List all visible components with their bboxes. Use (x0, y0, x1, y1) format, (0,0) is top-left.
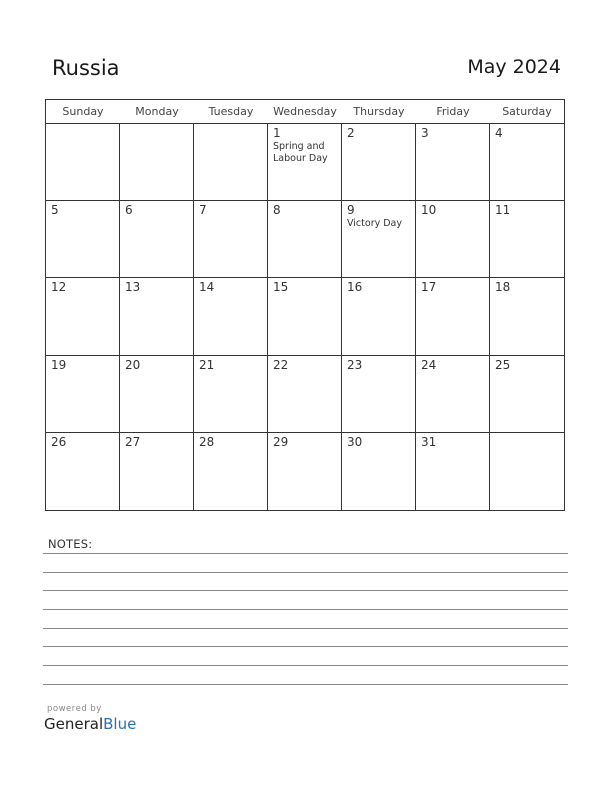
day-number: 22 (273, 357, 289, 372)
brand-blue-text: Blue (103, 715, 137, 733)
day-number: 19 (51, 357, 67, 372)
notes-line (43, 628, 568, 629)
day-number: 21 (199, 357, 215, 372)
holiday-label: Spring and Labour Day (273, 141, 328, 164)
day-number: 18 (495, 280, 511, 295)
day-cell (120, 356, 194, 433)
day-number: 28 (199, 434, 215, 449)
day-cell (416, 278, 490, 355)
weekday-monday: Monday (135, 105, 179, 118)
notes-line (43, 684, 568, 685)
brand-name (44, 715, 136, 733)
powered-by-label: powered by (47, 704, 102, 714)
day-number: 12 (51, 280, 67, 295)
day-cell (120, 124, 194, 201)
day-cell (120, 201, 194, 278)
brand-general-text: General (44, 715, 104, 733)
day-number: 8 (273, 203, 281, 218)
day-number: 6 (125, 203, 133, 218)
day-cell (120, 278, 194, 355)
day-number: 4 (495, 126, 503, 140)
generalblue-logo[interactable] (44, 704, 136, 733)
day-number: 10 (421, 203, 437, 218)
day-cell (120, 433, 194, 510)
day-cell (490, 278, 564, 355)
country-title: Russia (52, 56, 120, 80)
day-cell (416, 124, 490, 201)
weekday-friday: Friday (436, 105, 470, 118)
day-cell (268, 356, 342, 433)
day-number: 31 (421, 434, 437, 449)
day-number: 25 (495, 357, 511, 372)
calendar-weeks (46, 124, 564, 510)
day-number: 30 (347, 434, 363, 449)
day-cell (416, 201, 490, 278)
day-cell (194, 278, 268, 355)
day-cell (268, 433, 342, 510)
day-cell (342, 278, 416, 355)
day-cell (268, 124, 342, 201)
notes-line (43, 572, 568, 573)
notes-line (43, 553, 568, 554)
day-cell (342, 124, 416, 201)
day-number: 7 (199, 203, 207, 218)
day-cell (194, 201, 268, 278)
day-cell (342, 433, 416, 510)
day-number: 26 (51, 434, 67, 449)
day-cell (46, 356, 120, 433)
day-cell (490, 124, 564, 201)
notes-label: NOTES: (48, 537, 93, 551)
notes-line (43, 646, 568, 647)
weekday-thursday: Thursday (353, 105, 405, 118)
day-cell (46, 433, 120, 510)
day-number: 2 (347, 126, 355, 140)
notes-line (43, 609, 568, 610)
day-number: 1 (273, 126, 281, 140)
day-cell (490, 433, 564, 510)
day-number: 17 (421, 280, 437, 295)
day-number: 29 (273, 434, 289, 449)
day-number: 23 (347, 357, 363, 372)
day-cell (490, 201, 564, 278)
day-number: 9 (347, 203, 355, 218)
holiday-label: Victory Day (347, 218, 402, 230)
day-cell (490, 356, 564, 433)
day-cell (46, 201, 120, 278)
notes-line (43, 590, 568, 591)
weekday-tuesday: Tuesday (208, 105, 254, 118)
day-cell (194, 433, 268, 510)
weekday-saturday: Saturday (502, 105, 552, 118)
day-number: 16 (347, 280, 363, 295)
day-cell (342, 201, 416, 278)
day-cell (416, 433, 490, 510)
day-cell (268, 278, 342, 355)
day-number: 3 (421, 126, 429, 140)
day-cell (46, 278, 120, 355)
weekday-sunday: Sunday (62, 105, 104, 118)
day-cell (416, 356, 490, 433)
day-cell (194, 356, 268, 433)
day-number: 24 (421, 357, 437, 372)
day-number: 5 (51, 203, 59, 218)
day-number: 11 (495, 203, 511, 218)
day-number: 15 (273, 280, 289, 295)
day-number: 27 (125, 434, 141, 449)
day-number: 13 (125, 280, 141, 295)
weekday-header-row (46, 100, 564, 124)
day-cell (342, 356, 416, 433)
day-cell (46, 124, 120, 201)
day-cell (194, 124, 268, 201)
month-title: May 2024 (467, 56, 561, 78)
notes-line (43, 665, 568, 666)
weekday-wednesday: Wednesday (273, 105, 337, 118)
day-cell (268, 201, 342, 278)
day-number: 14 (199, 280, 215, 295)
calendar-grid (45, 99, 565, 511)
day-number: 20 (125, 357, 141, 372)
